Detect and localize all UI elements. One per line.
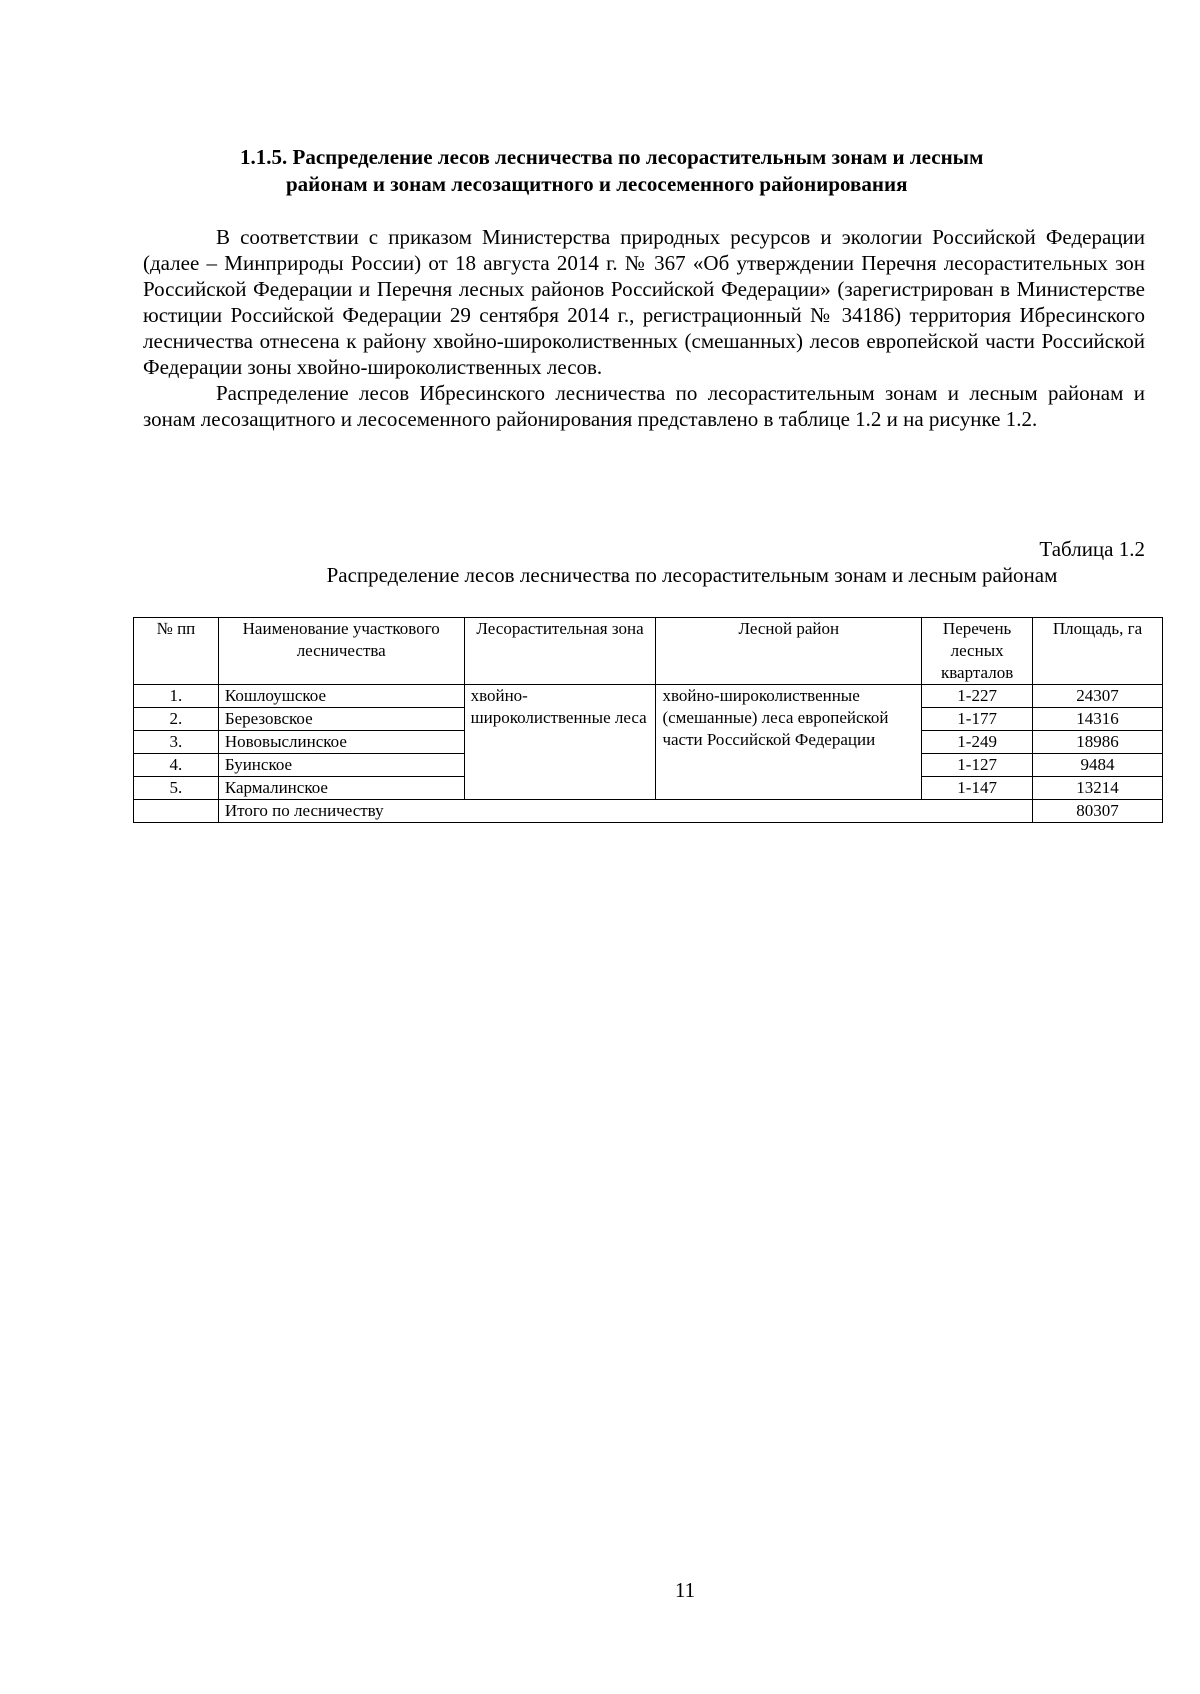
table-number: Таблица 1.2 [1039, 537, 1145, 561]
header-quarters: Перечень лесных кварталов [922, 618, 1033, 685]
cell-area: 18986 [1033, 731, 1163, 754]
cell-area: 13214 [1033, 777, 1163, 800]
header-region: Лесной район [656, 618, 922, 685]
paragraph-2: Распределение лесов Ибресинского лесничества по лесорастительным зонам и лесным районам и зонам лесозащитного и лесосеменного районирования представлено в таблице 1.2 и на рисунке 1.2. [143, 381, 1145, 431]
cell-total-area: 80307 [1033, 800, 1163, 823]
forest-distribution-table [133, 617, 1163, 823]
cell-num: 3. [134, 731, 219, 754]
cell-num: 1. [134, 685, 219, 708]
cell-name: Кошлоушское [218, 685, 464, 708]
cell-quarters: 1-227 [922, 685, 1033, 708]
cell-name: Кармалинское [218, 777, 464, 800]
cell-area: 24307 [1033, 685, 1163, 708]
cell-quarters: 1-177 [922, 708, 1033, 731]
cell-area: 14316 [1033, 708, 1163, 731]
cell-num: 5. [134, 777, 219, 800]
table-caption: Распределение лесов лесничества по лесорастительным зонам и лесным районам [326, 563, 1058, 587]
cell-area: 9484 [1033, 754, 1163, 777]
cell-name: Буинское [218, 754, 464, 777]
section-heading [240, 144, 1140, 198]
table-row [134, 685, 1163, 708]
cell-num: 2. [134, 708, 219, 731]
cell-quarters: 1-127 [922, 754, 1033, 777]
cell-zone: хвойно-широколиственные леса [464, 685, 656, 800]
cell-quarters: 1-249 [922, 731, 1033, 754]
cell-name: Березовское [218, 708, 464, 731]
cell-total-label: Итого по лесничеству [218, 800, 1032, 823]
header-area: Площадь, га [1033, 618, 1163, 685]
table-header-row [134, 618, 1163, 685]
cell-total-blank [134, 800, 219, 823]
header-zone: Лесорастительная зона [464, 618, 656, 685]
header-name: Наименование участкового лесничества [218, 618, 464, 685]
section-heading-line2: районам и зонам лесозащитного и лесосеменного районирования [286, 172, 908, 196]
cell-num: 4. [134, 754, 219, 777]
cell-region: хвойно-широколиственные (смешанные) леса европейской части Российской Федерации [656, 685, 922, 800]
body-text [143, 224, 1145, 432]
table-total-row [134, 800, 1163, 823]
header-num: № пп [134, 618, 219, 685]
cell-quarters: 1-147 [922, 777, 1033, 800]
paragraph-1: В соответствии с приказом Министерства природных ресурсов и экологии Российской Федерации (далее – Минприроды России) от 18 августа 2014 г. № 367 «Об утверждении Перечня лесорастительных зон Российской Федерации и Перечня лесных районов Российской Федерации» (зарегистрирован в Министерстве юстиции Российской Федерации 29 сентября 2014 г., регистрационный № 34186) территория Ибресинского лесничества отнесена к району хвойно-широколиственных (смешанных) лесов европейской части Российской Федерации зоны хвойно-широколиственных лесов. [143, 225, 1145, 379]
cell-name: Нововыслинское [218, 731, 464, 754]
page-number: 11 [674, 1578, 696, 1602]
section-heading-line1: 1.1.5. Распределение лесов лесничества по лесорастительным зонам и лесным [240, 145, 984, 169]
